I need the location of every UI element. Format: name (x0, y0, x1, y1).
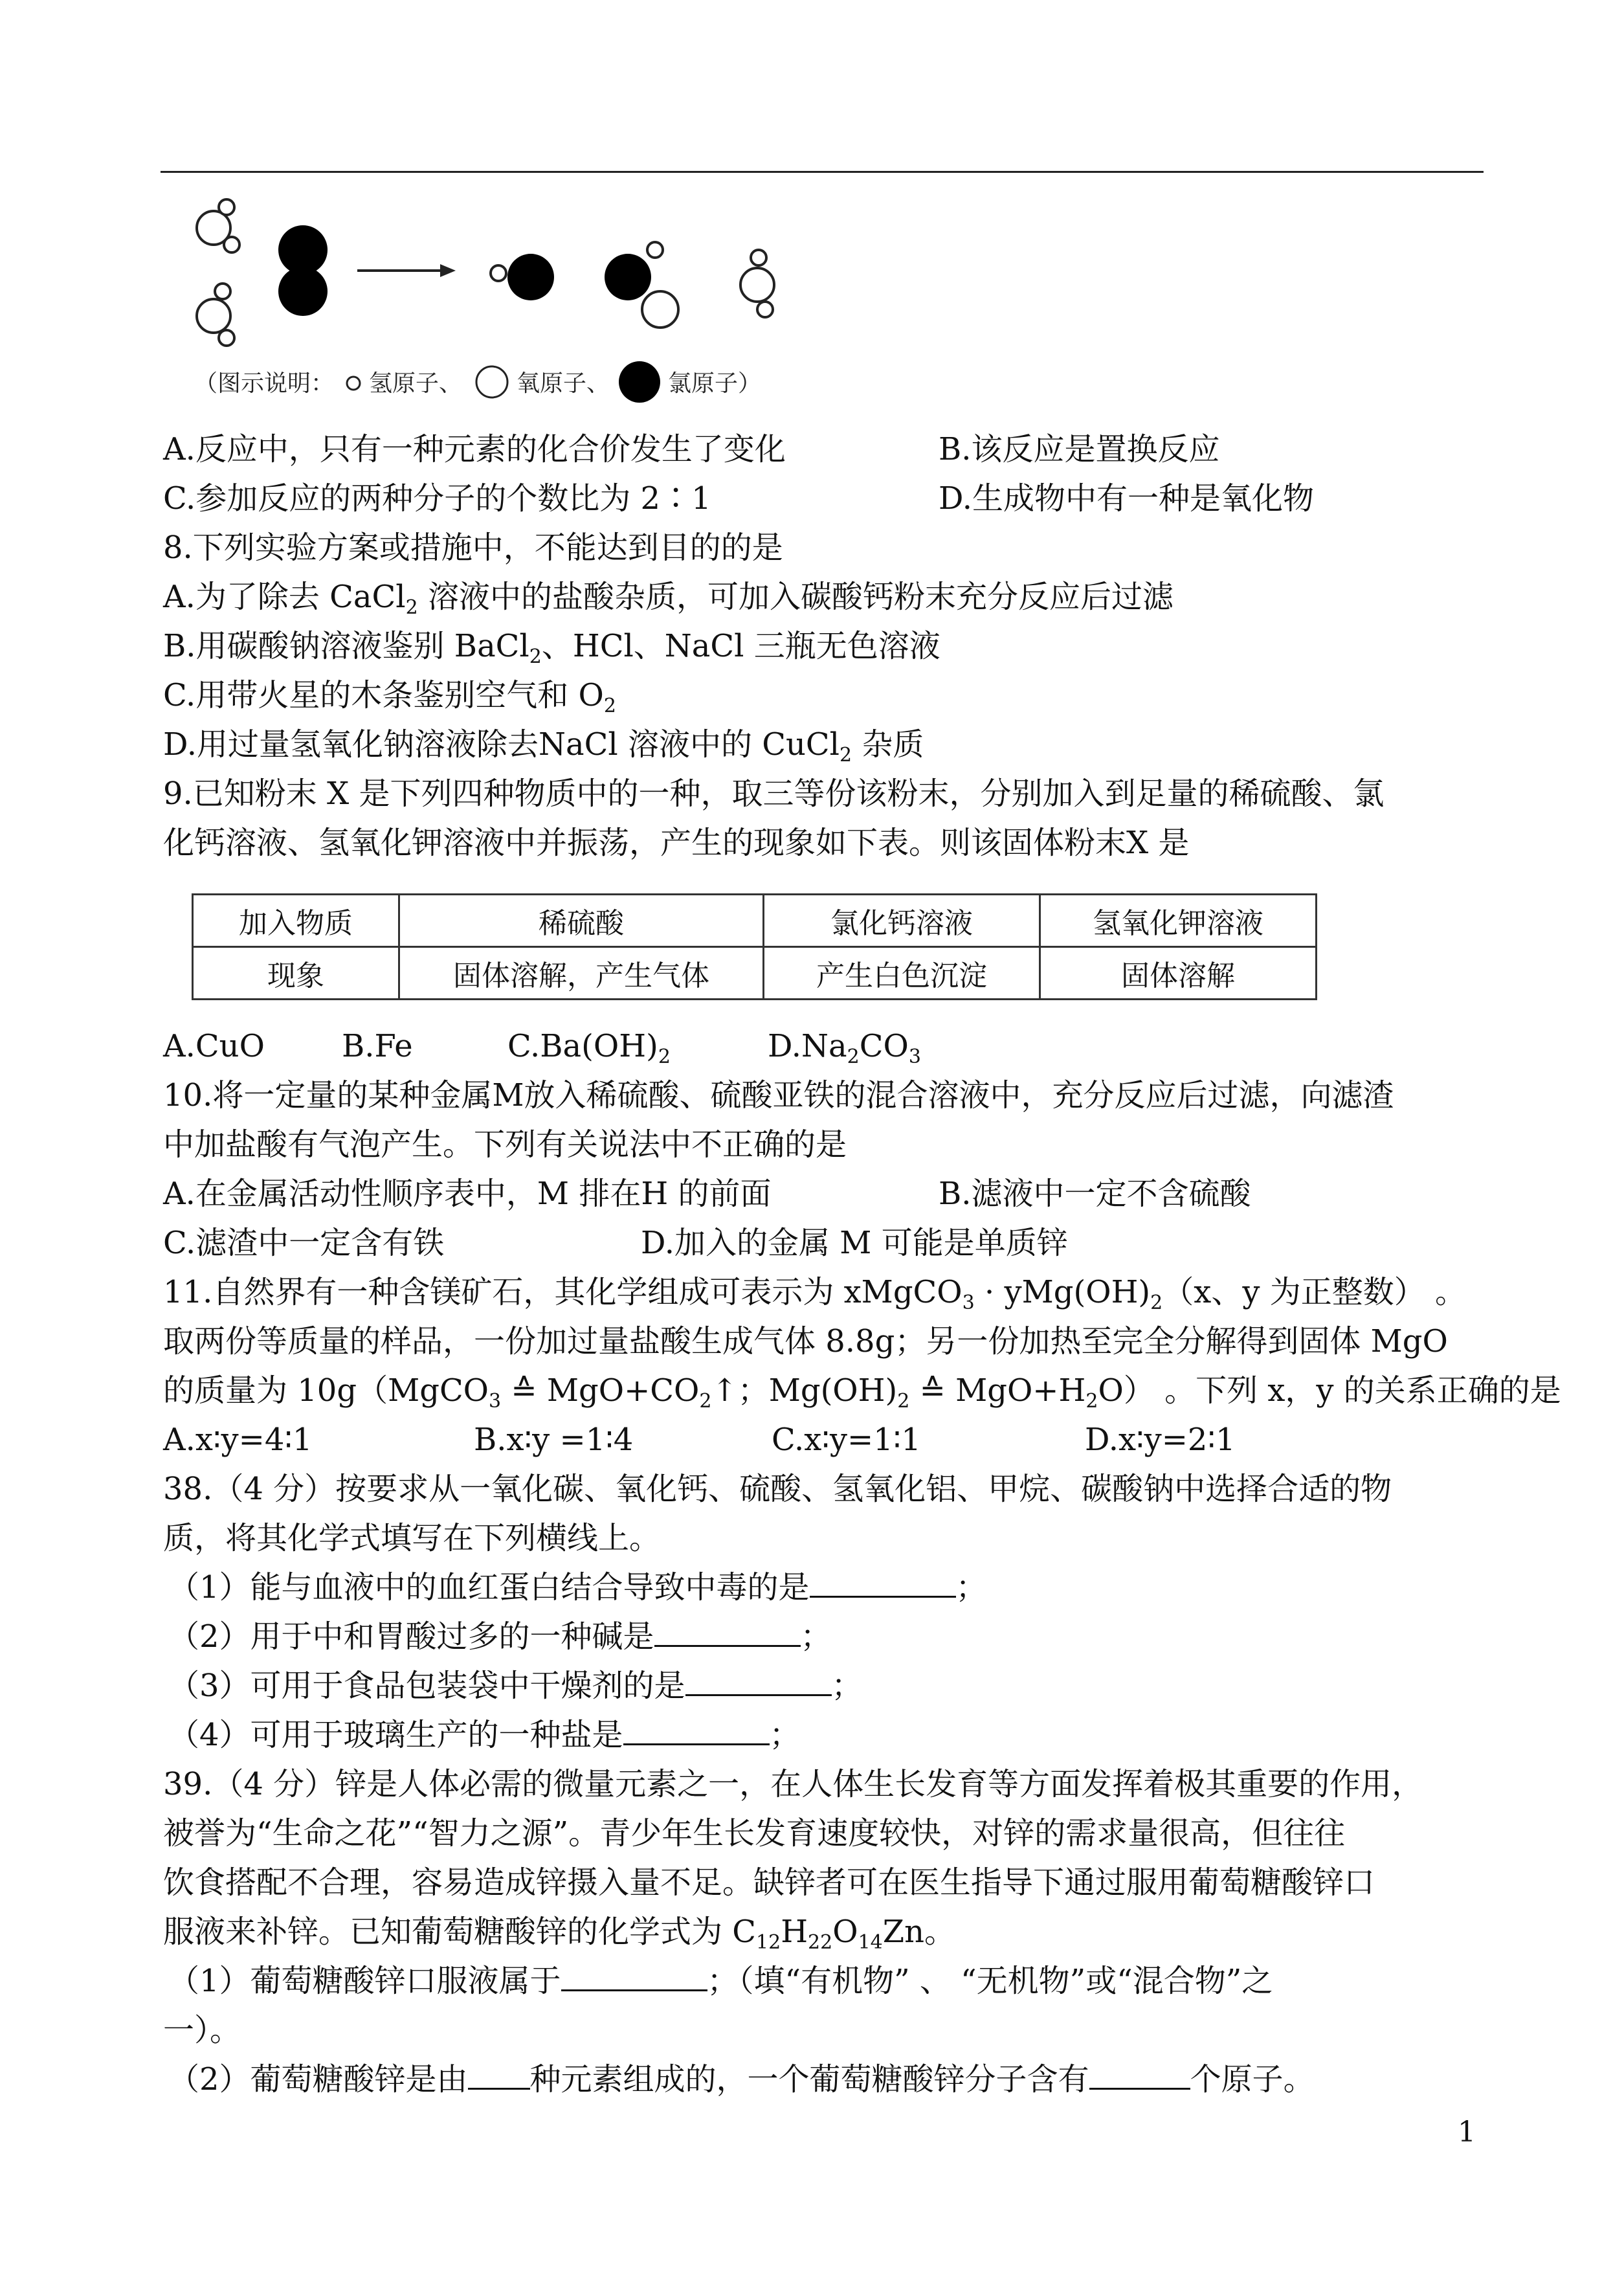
q38-stem-line2: 质，将其化学式填写在下列横线上。 (163, 1520, 661, 1556)
legend-prefix: （图示说明： (194, 370, 335, 397)
answer-blank[interactable] (623, 1715, 770, 1745)
water-molecule-product-icon (740, 250, 774, 317)
q39-part1-cont: 一）。 (163, 2012, 241, 2048)
hcl-molecule-icon (491, 254, 554, 300)
water-molecule-top-icon (197, 199, 239, 252)
q39-text-line4: 服液来补锌。已知葡萄糖酸锌的化学式为 $C_{12}H_{22}O_{14}Zn$。 (163, 1914, 956, 1954)
q38-part4: （4）可用于玻璃生产的一种盐是 ； (168, 1710, 801, 1760)
q39-part1: （1）葡萄糖酸锌口服液属于 ；（填“有机物” 、 “无机物”或“混合物”之 (168, 1956, 1273, 2006)
q8-stem: 8.下列实验方案或措施中，不能达到目的的是 (163, 530, 783, 566)
table-cell: 现象 (193, 947, 399, 1000)
q9-stem-line1: 9.已知粉末 X 是下列四种物质中的一种，取三等份该粉末，分别加入到足量的稀硫酸、氯 (163, 776, 1385, 812)
legend-oxygen: 氧原子、 (517, 370, 610, 397)
q39-text-line1: 39.（4 分）锌是人体必需的微量元素之一，在人体生长发育等方面发挥着极其重要的作用， (163, 1766, 1423, 1802)
q11-stem-line3: 的质量为 10g（MgCO$_3$ ≙ $MgO+CO_2↑$；$Mg(OH)_2$ ≙ $MgO+H_2O$） 。下列 x，y 的关系正确的是 (163, 1372, 1561, 1413)
q10-stem-line2: 中加盐酸有气泡产生。下列有关说法中不正确的是 (163, 1126, 847, 1163)
hclo-molecule-icon (605, 242, 678, 328)
reaction-diagram (181, 188, 835, 421)
table-cell: 产生白色沉淀 (764, 947, 1040, 1000)
legend-chlorine: 氯原子） (668, 370, 762, 397)
reaction-arrow-icon (357, 264, 456, 277)
q10-option-a: A.在金属活动性顺序表中，M 排在H 的前面 (163, 1176, 772, 1212)
answer-blank[interactable] (468, 2059, 530, 2090)
table-cell: 稀硫酸 (399, 895, 764, 947)
q39-part2: （2）葡萄糖酸锌是由 种元素组成的，一个葡萄糖酸锌分子含有 个原子。 (168, 2055, 1315, 2104)
top-rule (161, 171, 1484, 173)
q7-option-b: B.该反应是置换反应 (939, 431, 1220, 467)
q8-option-b: B.用碳酸钠溶液鉴别 BaCl$_2$、HCl、NaCl 三瓶无色溶液 (163, 628, 940, 668)
answer-blank[interactable] (561, 1961, 707, 1991)
table-cell: 氯化钙溶液 (764, 895, 1040, 947)
q11-stem-line1: 11.自然界有一种含镁矿石，其化学组成可表示为 xMgCO$_3$ · $yMg(OH)_2(x$、y 为正整数） 。 (163, 1274, 1466, 1314)
chlorine-molecule-icon (278, 225, 328, 316)
q38-stem-line1: 38.（4 分）按要求从一氧化碳、氧化钙、硫酸、氢氧化铝、甲烷、碳酸钠中选择合适的物 (163, 1471, 1392, 1507)
q11-stem-line2: 取两份等质量的样品，一份加过量盐酸生成气体 8.8g；另一份加热至完全分解得到固体 MgO (163, 1323, 1448, 1359)
q38-part2: （2）用于中和胃酸过多的一种碱是 ； (168, 1612, 832, 1661)
q10-option-c: C.滤渣中一定含有铁 (163, 1225, 445, 1261)
water-molecule-bottom-icon (197, 284, 234, 346)
table-cell: 氢氧化钾溶液 (1040, 895, 1317, 947)
table-header-row (193, 895, 1317, 947)
q9-stem-line2: 化钙溶液、氢氧化钾溶液中并振荡，产生的现象如下表。则该固体粉末X 是 (163, 825, 1190, 861)
answer-blank[interactable] (1089, 2059, 1190, 2090)
page-number: 1 (1458, 2116, 1476, 2149)
q11-option-a: A.x∶y=4∶1 (163, 1422, 313, 1458)
q39-text-line3: 饮食搭配不合理，容易造成锌摄入量不足。缺锌者可在医生指导下通过服用葡萄糖酸锌口 (163, 1864, 1375, 1901)
table-cell: 加入物质 (193, 895, 399, 947)
q38-part3: （3）可用于食品包装袋中干燥剂的是 ； (168, 1661, 863, 1710)
q11-option-d: D.x∶y=2∶1 (1085, 1422, 1236, 1458)
q7-option-d: D.生成物中有一种是氧化物 (939, 480, 1315, 517)
table-row (193, 947, 1317, 1000)
oxygen-legend-icon (476, 366, 507, 397)
q39-text-line2: 被誉为“生命之花”“智力之源”。青少年生长发育速度较快，对锌的需求量很高，但往往 (163, 1815, 1346, 1851)
observation-table (192, 893, 1317, 1000)
answer-blank[interactable] (685, 1666, 832, 1696)
q7-option-c: C.参加反应的两种分子的个数比为 2∶1 (163, 480, 711, 517)
q8-option-c: C.用带火星的木条鉴别空气和 $O_2$ (163, 677, 616, 717)
q10-option-b: B.滤液中一定不含硫酸 (939, 1176, 1251, 1212)
q8-option-a: A.为了除去 CaCl$_2$ 溶液中的盐酸杂质，可加入碳酸钙粉末充分反应后过滤 (163, 579, 1174, 619)
q9-option-b: B.Fe (342, 1028, 413, 1064)
hydrogen-legend-icon (347, 377, 360, 390)
q10-option-d: D.加入的金属 M 可能是单质锌 (641, 1225, 1068, 1261)
q11-option-c: C.x∶y=1∶1 (772, 1422, 921, 1458)
legend-hydrogen: 氢原子、 (369, 370, 463, 397)
answer-blank[interactable] (810, 1567, 956, 1598)
q8-option-d: D.用过量氢氧化钠溶液除去NaCl 溶液中的 CuCl$_2$ 杂质 (163, 726, 924, 766)
q10-stem-line1: 10.将一定量的某种金属M放入稀硫酸、硫酸亚铁的混合溶液中，充分反应后过滤，向滤渣 (163, 1077, 1394, 1113)
q38-part1: （1）能与血液中的血红蛋白结合导致中毒的是 ； (168, 1563, 987, 1612)
answer-blank[interactable] (654, 1616, 801, 1647)
q11-option-b: B.x∶y =1∶4 (474, 1422, 634, 1458)
q9-option-a: A.CuO (163, 1028, 265, 1064)
q7-option-a: A.反应中，只有一种元素的化合价发生了变化 (163, 431, 786, 467)
chlorine-legend-icon (619, 361, 660, 403)
q9-option-d: $D.Na_2CO_3$ (768, 1028, 921, 1068)
table-cell: 固体溶解，产生气体 (399, 947, 764, 1000)
q9-option-c: $C.Ba(OH)_2$ (507, 1028, 671, 1068)
table-cell: 固体溶解 (1040, 947, 1317, 1000)
